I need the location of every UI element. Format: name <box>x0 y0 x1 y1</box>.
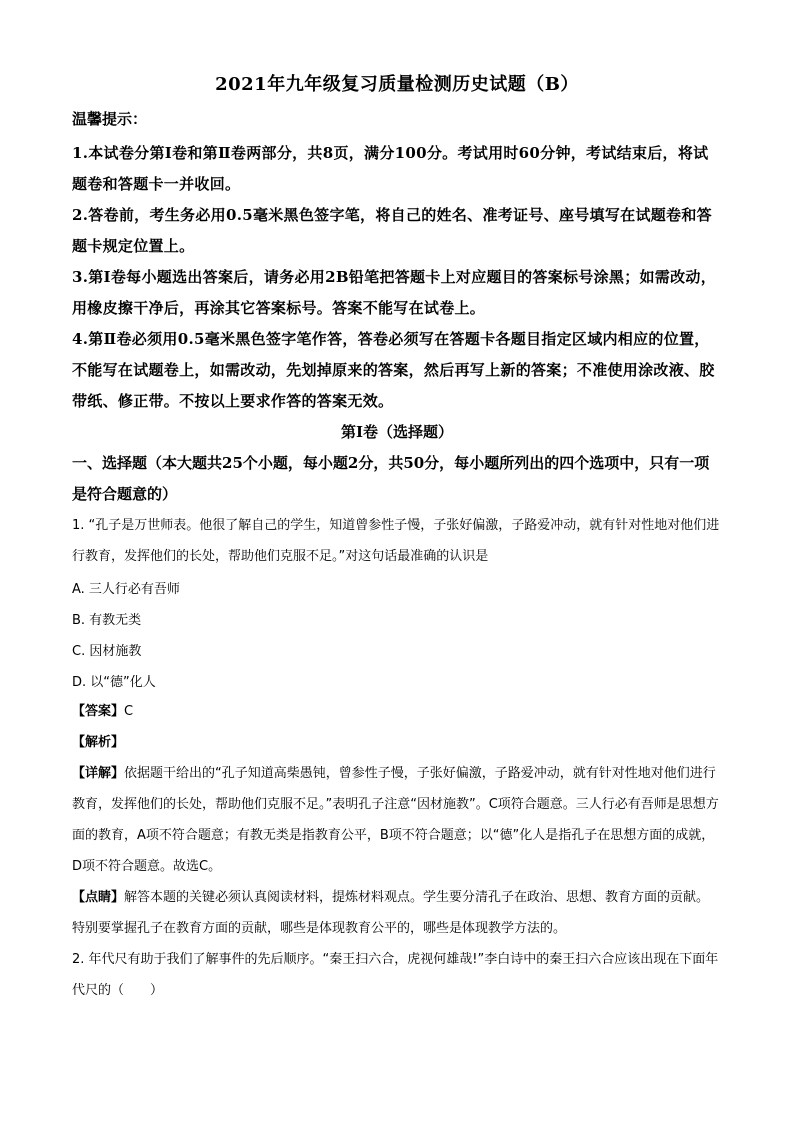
page-title: 2021年九年级复习质量检测历史试题（B） <box>215 74 579 95</box>
question-1-option-c: C. 因材施教 <box>72 644 142 659</box>
comment-paragraph <box>72 882 722 944</box>
comment-text: 解答本题的关键必须认真阅读材料，提炼材料观点。学生要分清孔子在政治、思想、教育方面的贡献。特别要掌握孔子在教育方面的贡献，哪些是体现教育公平的，哪些是体现教学方法的。 <box>72 890 710 936</box>
comment-tag: 【点睛】 <box>72 890 125 905</box>
answer-tag: 【答案】 <box>72 704 125 719</box>
answer-value: C <box>124 704 134 719</box>
tip-4: 4.第Ⅱ卷必须用0.5毫米黑色签字笔作答，答卷必须写在答题卡各题目指定区域内相应的位置，不能写在试题卷上，如需改动，先划掉原来的答案，然后再写上新的答案；不准使用涂改液、胶带纸、修正带。不按以上要求作答的答案无效。 <box>72 330 715 410</box>
question-1-stem: 1. “孔子是万世师表。他很了解自己的学生，知道曾参性子慢，子张好偏激，子路爱冲动，就有针对性地对他们进行教育，发挥他们的长处，帮助他们克服不足。”对这句话最准确的认识是 <box>72 518 720 564</box>
tips-heading: 温馨提示： <box>72 110 148 128</box>
question-1-option-a: A. 三人行必有吾师 <box>72 582 180 597</box>
detail-text: 依据题干给出的“孔子知道高柴愚钝，曾参性子慢，子张好偏激，子路爱冲动，就有针对性地对他们进行教育，发挥他们的长处，帮助他们克服不足。”表明孔子注意“因材施教”。C项符合题意。三人行必有吾师是思想方面的教育，A项不符合题意；有教无类是指教育公平，B项不符合题意；以“德”化人是指孔子在思想方面的成就，D项不符合题意。故选C。 <box>72 766 719 874</box>
section-title: 第Ⅰ卷（选择题） <box>340 423 454 441</box>
part-heading: 一、选择题（本大题共25个小题，每小题2分，共50分，每小题所列出的四个选项中，只有一项是符合题意的） <box>72 454 710 503</box>
answer-line <box>72 696 722 727</box>
detail-tag: 【详解】 <box>72 766 125 781</box>
question-1-option-b: B. 有教无类 <box>72 613 142 628</box>
tip-2: 2.答卷前，考生务必用0.5毫米黑色签字笔，将自己的姓名、准考证号、座号填写在试题卷和答题卡规定位置上。 <box>72 206 712 255</box>
tip-3: 3.第Ⅰ卷每小题选出答案后，请务必用2B铅笔把答题卡上对应题目的答案标号涂黑；如需改动，用橡皮擦干净后，再涂其它答案标号。答案不能写在试卷上。 <box>72 268 716 317</box>
detail-paragraph <box>72 758 722 882</box>
tip-1: 1.本试卷分第Ⅰ卷和第Ⅱ卷两部分，共8页，满分100分。考试用时60分钟，考试结束后，将试题卷和答题卡一并收回。 <box>72 144 709 193</box>
question-2-stem: 2. 年代尺有助于我们了解事件的先后顺序。“秦王扫六合，虎视何雄哉!”李白诗中的秦王扫六合应该出现在下面年代尺的（ ） <box>72 952 719 998</box>
analysis-line <box>72 727 722 758</box>
analysis-tag: 【解析】 <box>72 735 125 750</box>
question-1-option-d: D. 以“德”化人 <box>72 675 156 690</box>
